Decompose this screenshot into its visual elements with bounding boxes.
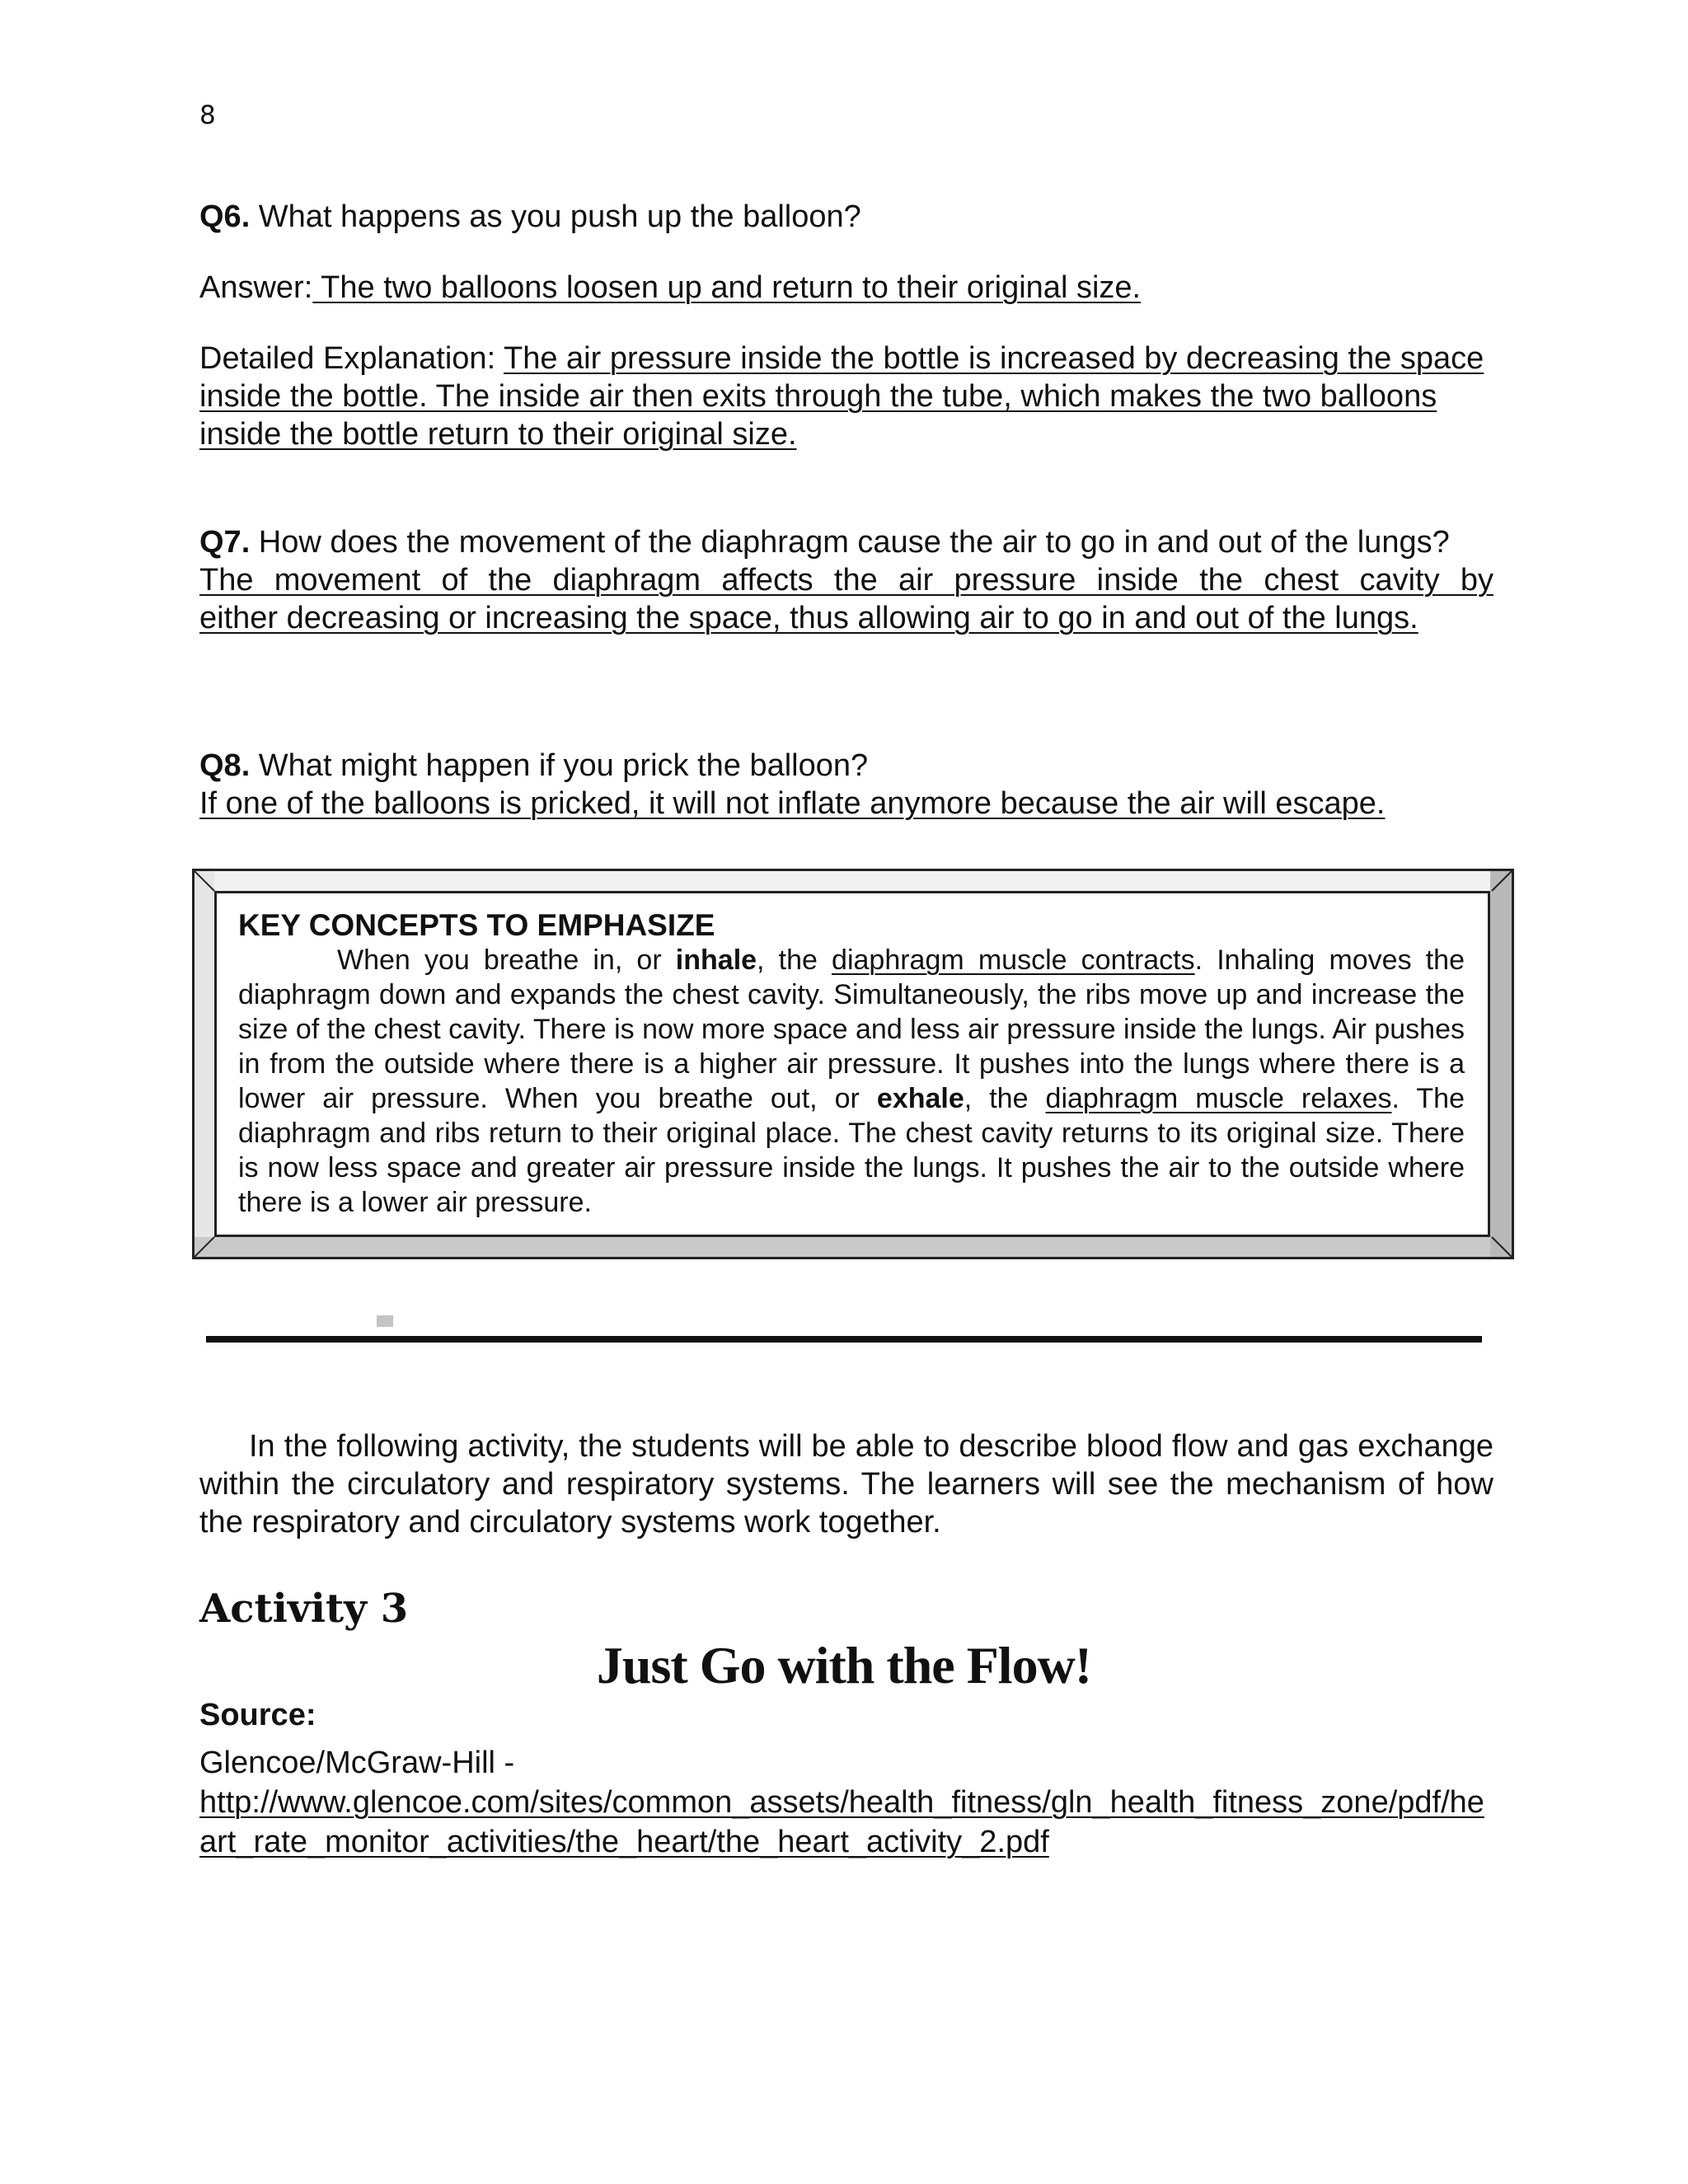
- question-8-label: Q8.: [199, 748, 251, 783]
- key-concepts-title: KEY CONCEPTS TO EMPHASIZE: [238, 908, 715, 942]
- section-divider: [206, 1336, 1482, 1343]
- question-8: [199, 747, 1493, 823]
- kc-text-3: . Inhaling moves the diaphragm down and expands the chest cavity. Simultaneously, the ribs move up and increase the size of the chest cavity. There is now more space and less air pressure inside the lungs. Air pushes in from the outside where there is a higher air pressure. It pushes into the lungs where there is a lower air pressure. When you breathe out, or: [238, 944, 1465, 1114]
- question-7: [199, 523, 1493, 637]
- key-concepts-box: [192, 869, 1514, 1259]
- kc-text-2: , the: [757, 944, 832, 976]
- source-link[interactable]: http://www.glencoe.com/sites/common_assets/health_fitness/gln_health_fitness_zone/pdf/heart_rate_monitor_activities/the_heart/the_heart_activity_2.pdf: [199, 1785, 1484, 1859]
- answer-label: Answer:: [199, 270, 313, 305]
- question-7-answer-line-1: The movement of the diaphragm affects the air pressure inside the chest cavity by: [199, 563, 1493, 598]
- source-text: [199, 1743, 1493, 1862]
- kc-text-5: . The diaphragm and ribs return to their original place. The chest cavity returns to its original size. There is now less space and greater air pressure inside the lungs. It pushes the air to the outside where there is a lower air pressure.: [238, 1083, 1465, 1218]
- activity-label: Activity 3: [199, 1586, 409, 1632]
- question-8-answer: If one of the balloons is pricked, it will not inflate anymore because the air will escape.: [199, 786, 1386, 821]
- question-8-text: [199, 747, 1493, 785]
- kc-text-4: , the: [964, 1083, 1046, 1114]
- question-6-text: [199, 198, 1493, 236]
- question-8-question: What might happen if you prick the balloon?: [250, 748, 869, 783]
- question-7-label: Q7.: [199, 525, 251, 560]
- key-concepts-body: [238, 943, 1465, 1220]
- question-7-text: [199, 523, 1493, 561]
- explanation-label: Detailed Explanation:: [199, 341, 504, 376]
- kc-inhale: inhale: [675, 944, 757, 976]
- kc-text-1: When you breathe in, or: [337, 944, 676, 976]
- question-6-answer: [199, 269, 1493, 307]
- kc-relaxes: diaphragm muscle relaxes: [1045, 1083, 1392, 1114]
- question-6: [199, 198, 1493, 453]
- decorative-square: [377, 1315, 393, 1327]
- source-org: Glencoe/McGraw-Hill -: [199, 1746, 515, 1780]
- page-number: 8: [199, 101, 216, 130]
- kc-contracts: diaphragm muscle contracts: [832, 944, 1195, 976]
- answer-text: The two balloons loosen up and return to their original size.: [312, 270, 1142, 305]
- question-6-explanation: [199, 340, 1493, 453]
- kc-exhale: exhale: [876, 1083, 964, 1114]
- question-7-answer-line-2: either decreasing or increasing the space, thus allowing air to go in and out of the lungs.: [199, 601, 1418, 635]
- source-label: Source:: [199, 1698, 316, 1732]
- activity-title: Just Go with the Flow!: [596, 1636, 1092, 1694]
- question-6-label: Q6.: [199, 199, 251, 234]
- activity-intro: In the following activity, the students will be able to describe blood flow and gas exchange within the circulatory and respiratory systems. The learners will see the mechanism of how the respiratory and circulatory systems work together.: [199, 1429, 1493, 1540]
- explanation-text: The air pressure inside the bottle is increased by decreasing the space inside the bottle. The inside air then exits through the tube, which makes the two balloons inside the bottle return to their original size.: [199, 341, 1484, 452]
- question-7-question: How does the movement of the diaphragm cause the air to go in and out of the lungs?: [250, 525, 1450, 560]
- question-6-question: What happens as you push up the balloon?: [250, 199, 861, 234]
- key-concepts-content: [214, 891, 1490, 1237]
